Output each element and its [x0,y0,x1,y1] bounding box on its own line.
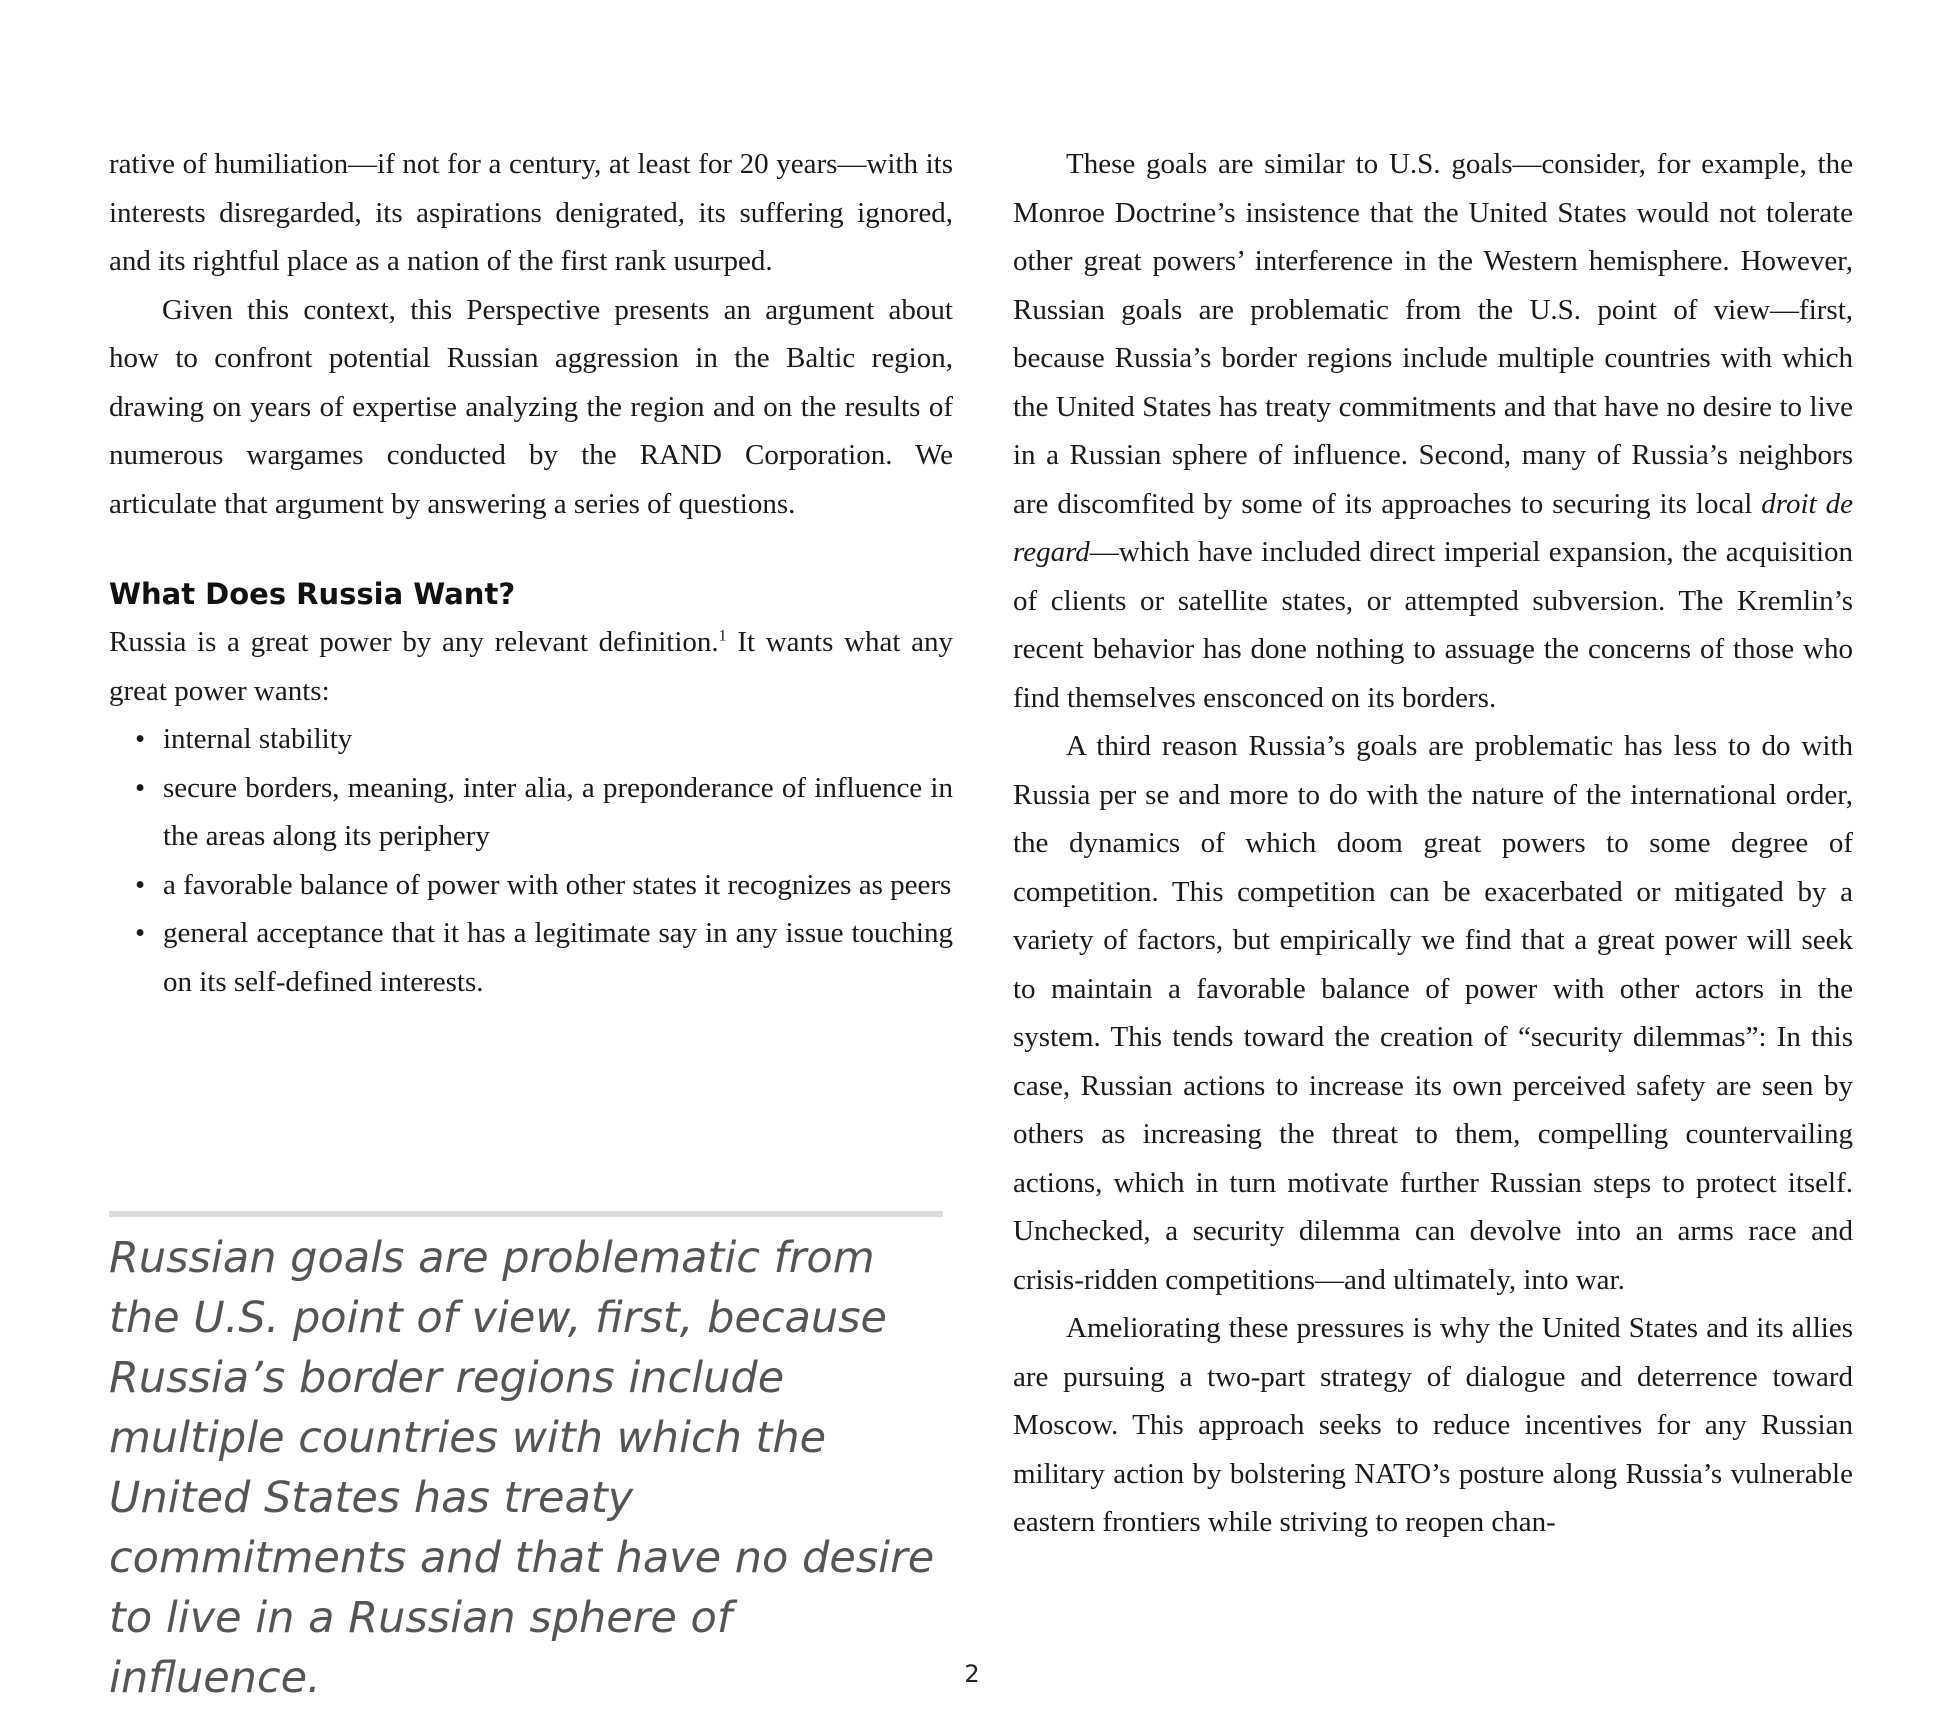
left-column [109,140,953,1006]
security-dilemma-paragraph: A third reason Russia’s goals are problematic has less to do with Russia per se and more to do with the nature of the international order, the dynamics of which doom great powers to some degree of competition. This competition can be exacerbated or mitigated by a variety of factors, but empirically we find that a great power will seek to maintain a favorable balance of power with other actors in the system. This tends toward the creation of “security dilemmas”: In this case, Russian actions to increase its own perceived safety are seen by others as increasing the threat to them, compelling countervailing actions, which in turn motivate further Russian steps to protect itself. Unchecked, a security dilemma can devolve into an arms race and crisis-ridden competitions—and ultimately, into war. [1013,730,1853,1296]
list-item-text: general acceptance that it has a legitimate say in any issue touching on its self-defined interests. [163,917,953,998]
bullet-icon: • [135,723,146,755]
context-paragraph: Given this context, this Perspective presents an argument about how to confront potential Russian aggression in the Baltic region, drawing on years of expertise analyzing the region and on the results of numerous wargames conducted by the RAND Corporation. We articulate that argument by answering a series of questions. [109,293,953,520]
list-item [135,909,953,1006]
italic-phrase: droit de regard [1013,487,1853,568]
section-intro-text: Russia is a great power by any relevant definition. [109,626,719,658]
goals-list [109,715,953,1006]
list-item [135,715,953,764]
list-item-text: internal stability [163,723,353,755]
paragraph-text-continued: —which have included direct imperial expansion, the acquisition of clients or satellite states, or attempted subversion. The Kremlin’s recent behavior has done nothing to assuage the concerns of those who find themselves ensconced on its borders. [1013,536,1853,714]
bullet-icon: • [135,868,146,901]
bullet-icon: • [135,917,146,949]
section-intro-paragraph [109,618,953,715]
footnote-marker[interactable]: 1 [718,627,727,645]
pull-quote-divider [109,1211,943,1217]
goals-comparison-paragraph [1013,140,1853,722]
list-item [135,861,953,910]
section-heading: What Does Russia Want? [109,577,516,611]
bullet-icon: • [135,771,146,804]
section-intro-text-continued: It wants what any great power wants: [109,626,953,707]
intro-paragraph: rative of humiliation—if not for a century, at least for 20 years—with its interests disregarded, its aspirations denigrated, its suffering ignored, and its rightful place as a nation of the first rank usurped. [109,148,953,277]
list-item-text: secure borders, meaning, inter alia, a preponderance of influence in the areas along its periphery [163,771,953,852]
paragraph-text: These goals are similar to U.S. goals—consider, for example, the Monroe Doctrine’s insistence that the United States would not tolerate other great powers’ interference in the Western hemisphere. However, Russian goals are problematic from the U.S. point of view—first, because Russia’s border regions include multiple countries with which the United States has treaty commitments and that have no desire to live in a Russian sphere of influence. Second, many of Russia’s neighbors are discomfited by some of its approaches to securing its local [1013,148,1853,520]
pull-quote: Russian goals are problematic from the U.S. point of view, first, because Russia’s border regions include multiple countries with which the United States has treaty commitments and that have no desire to live in a Russian sphere of influence. [109,1233,935,1703]
list-item-text: a favorable balance of power with other states it recognizes as peers [163,868,952,901]
strategy-paragraph: Ameliorating these pressures is why the United States and its allies are pursuing a two-part strategy of dialogue and deterrence toward Moscow. This approach seeks to reduce incentives for any Russian military action by bolstering NATO’s posture along Russia’s vulnerable eastern frontiers while striving to reopen chan- [1013,1312,1853,1538]
right-column [1013,140,1853,1547]
page-number: 2 [964,1660,980,1688]
list-item [135,764,953,861]
